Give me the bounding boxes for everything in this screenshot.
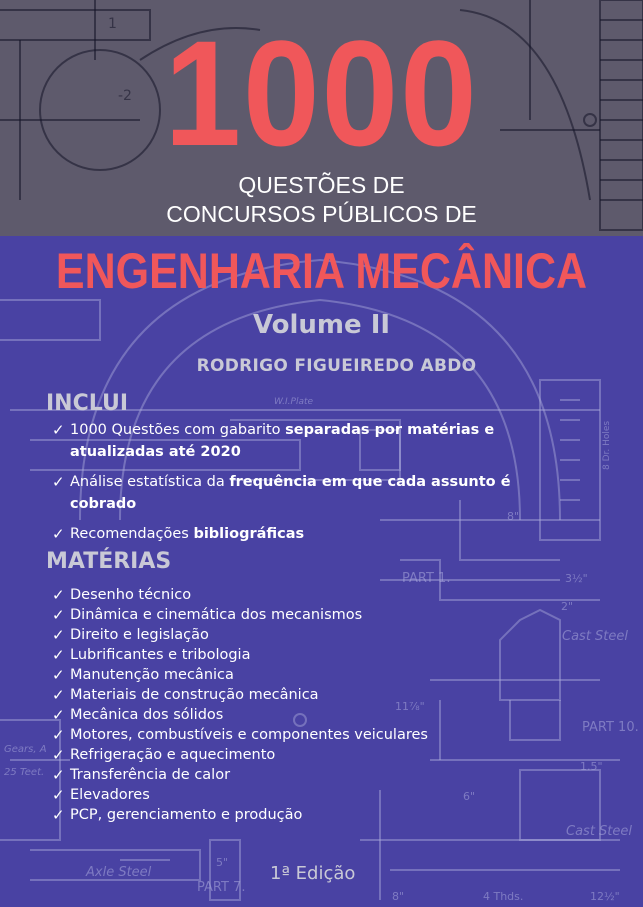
materia-item — [52, 585, 572, 605]
drawing-label-dim-2in: 2" — [561, 600, 574, 613]
materia-item — [52, 745, 572, 765]
drawing-label-axle-steel: Axle Steel — [86, 865, 152, 880]
cover-big-number: 1000 — [164, 9, 479, 177]
cover-main-title: ENGENHARIA MECÂNICA — [55, 243, 588, 299]
materia-label: Dinâmica e cinemática dos mecanismos — [70, 607, 363, 623]
checkmark-icon: ✓ — [52, 766, 65, 784]
materia-label: PCP, gerenciamento e produção — [70, 807, 303, 823]
drawing-label-dim-6: 6" — [463, 790, 476, 803]
checkmark-icon: ✓ — [52, 606, 65, 624]
cover-author: RODRIGO FIGUEIREDO ABDO — [196, 356, 477, 376]
materia-label: Elevadores — [70, 787, 150, 803]
drawing-label-dim-5: 5" — [216, 856, 229, 869]
materia-label: Mecânica dos sólidos — [70, 707, 224, 723]
materia-label: Refrigeração e aquecimento — [70, 747, 276, 763]
materia-label: Motores, combustíveis e componentes veiculares — [70, 727, 428, 743]
drawing-label-dim-8: 8" — [392, 890, 405, 903]
inclui-item — [52, 419, 572, 463]
drawing-label-part7: PART 7. — [197, 880, 246, 895]
cover-edition: 1ª Edição — [270, 863, 356, 884]
inclui-item-text: Análise estatística da — [70, 474, 230, 490]
materia-label: Transferência de calor — [70, 767, 231, 783]
checkmark-icon: ✓ — [52, 686, 65, 704]
drawing-label-wl-plate: W.I.Plate — [274, 397, 314, 407]
drawing-label-dim-12-1-2: 12½" — [590, 890, 620, 903]
drawing-label-dim-3-1-2: 3½" — [565, 572, 588, 585]
drawing-label-teeth: 25 Teet. — [4, 767, 45, 778]
checkmark-icon: ✓ — [52, 473, 65, 491]
materia-item — [52, 625, 572, 645]
checkmark-icon: ✓ — [52, 786, 65, 804]
materia-label: Materiais de construção mecânica — [70, 687, 319, 703]
drawing-label-dim-8b: 8" — [507, 510, 520, 523]
checkmark-icon: ✓ — [52, 646, 65, 664]
drawing-label-four-thds: 4 Thds. — [483, 890, 524, 903]
inclui-item-bold: separadas por matérias e atualizadas até 2020 — [70, 422, 495, 460]
checkmark-icon: ✓ — [52, 586, 65, 604]
materia-item — [52, 765, 572, 785]
inclui-list — [52, 419, 572, 553]
drawing-label-part1: PART 1. — [402, 571, 451, 586]
drawing-label-dim-1-5: 1.5" — [580, 760, 603, 773]
drawing-label-dim-minus2: -2 — [118, 88, 132, 104]
materia-item — [52, 605, 572, 625]
checkmark-icon: ✓ — [52, 706, 65, 724]
cover-subtitle-line1: QUESTÕES DE — [238, 172, 405, 198]
materia-item — [52, 705, 572, 725]
inclui-item — [52, 471, 572, 515]
checkmark-icon: ✓ — [52, 525, 65, 543]
drawing-label-cast-steel-a: Cast Steel — [562, 629, 629, 644]
materia-item — [52, 685, 572, 705]
materia-label: Direito e legislação — [70, 627, 209, 643]
drawing-label-holes: 8 Dr. Holes — [602, 420, 612, 470]
drawing-label-dim-11-1-2: 11⅞" — [395, 700, 425, 713]
checkmark-icon: ✓ — [52, 726, 65, 744]
inclui-item-bold: frequência em que cada assunto é cobrado — [70, 474, 511, 512]
checkmark-icon: ✓ — [52, 666, 65, 684]
drawing-label-part10: PART 10. — [582, 720, 639, 735]
materia-item — [52, 785, 572, 805]
materia-item — [52, 665, 572, 685]
materia-item — [52, 725, 572, 745]
drawing-label-dim-1: 1 — [108, 16, 117, 32]
materia-item — [52, 645, 572, 665]
drawing-label-cast-steel-b: Cast Steel — [566, 824, 633, 839]
materias-list — [52, 585, 572, 825]
checkmark-icon: ✓ — [52, 746, 65, 764]
inclui-heading: INCLUI — [46, 391, 129, 416]
checkmark-icon: ✓ — [52, 806, 65, 824]
materia-label: Desenho técnico — [70, 587, 192, 603]
checkmark-icon: ✓ — [52, 626, 65, 644]
materia-label: Manutenção mecânica — [70, 667, 234, 683]
inclui-item — [52, 523, 572, 545]
checkmark-icon: ✓ — [52, 421, 65, 439]
materia-label: Lubrificantes e tribologia — [70, 647, 251, 663]
inclui-item-text: Recomendações — [70, 526, 194, 542]
materia-item — [52, 805, 572, 825]
materias-heading: MATÉRIAS — [46, 549, 172, 574]
inclui-item-bold: bibliográficas — [193, 526, 305, 542]
drawing-label-gears: Gears, A — [4, 744, 47, 755]
cover-volume: Volume II — [252, 310, 391, 340]
cover-subtitle-line2: CONCURSOS PÚBLICOS DE — [166, 201, 477, 227]
inclui-item-text: 1000 Questões com gabarito — [70, 422, 286, 438]
